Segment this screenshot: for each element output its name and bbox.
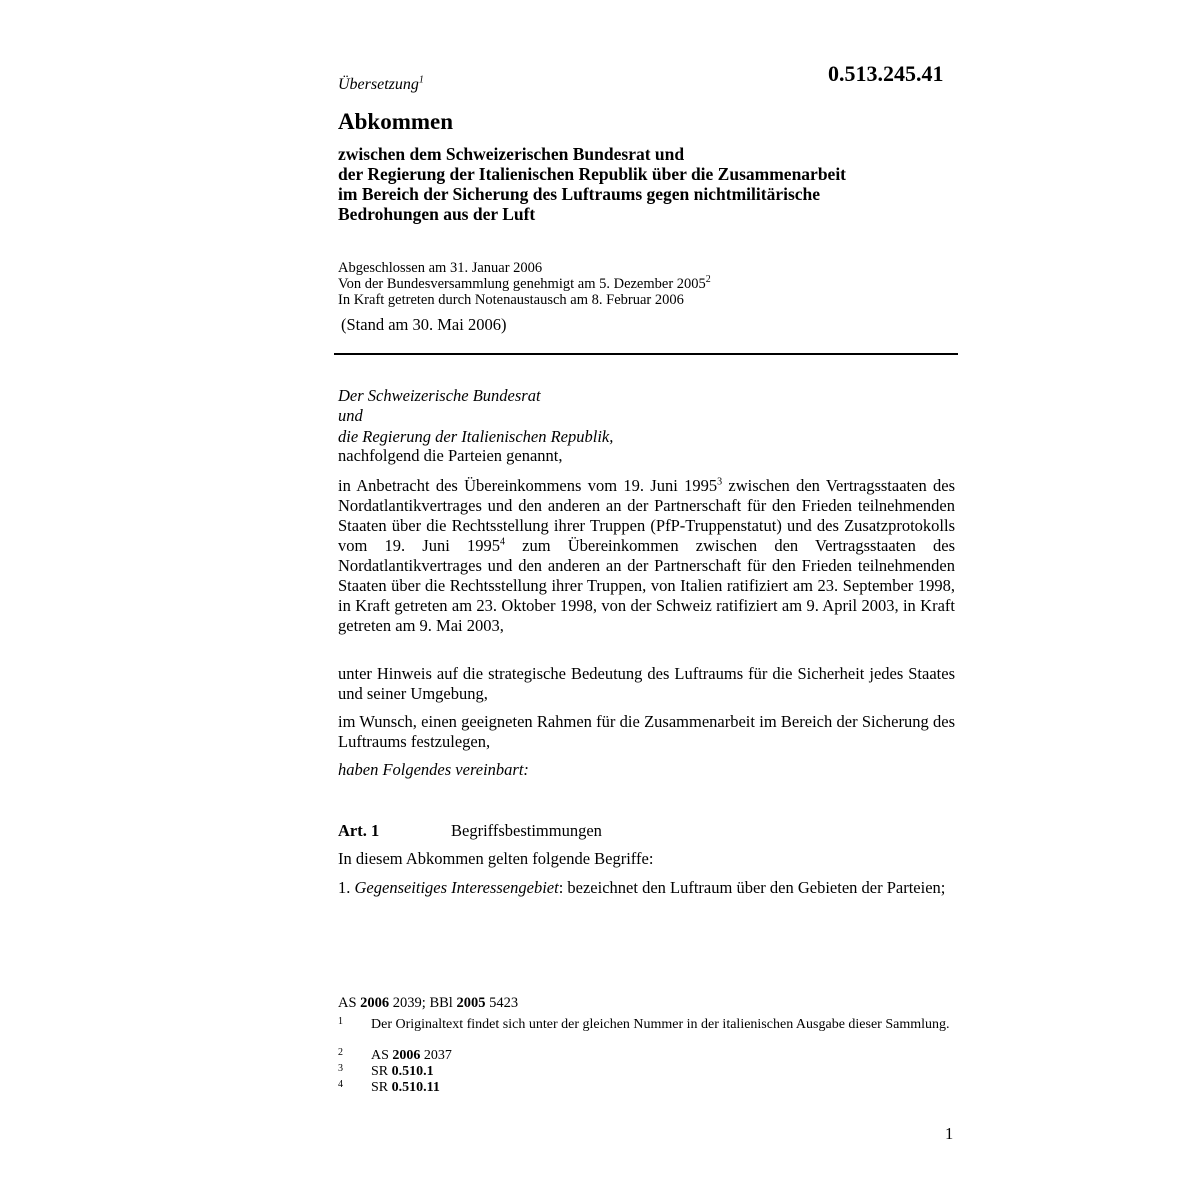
preamble-p1-part: in Anbetracht des Übereinkommens vom 19. Juni 1995 bbox=[338, 476, 718, 495]
preamble-and: und bbox=[338, 406, 363, 425]
footnote-number: 2 bbox=[338, 1047, 343, 1058]
footnote-text: Der Originaltext findet sich unter der gleichen Nummer in der italienischen Ausgabe dieser Sammlung. bbox=[371, 1017, 950, 1032]
article-heading: Begriffsbestimmungen bbox=[451, 821, 602, 840]
fn-prefix: SR bbox=[371, 1080, 392, 1095]
footnote-number: 1 bbox=[338, 1016, 343, 1027]
preamble-paragraph-1 bbox=[338, 476, 955, 636]
article-item-number: 1. bbox=[338, 878, 351, 897]
article-item-1 bbox=[338, 878, 955, 898]
article-intro: In diesem Abkommen gelten folgende Begriffe: bbox=[338, 849, 654, 868]
fn-suffix: 2037 bbox=[420, 1048, 452, 1063]
page-number: 1 bbox=[945, 1124, 954, 1143]
preamble-paragraph-3: im Wunsch, einen geeigneten Rahmen für die Zusammenarbeit im Bereich der Sicherung des Luftraums festzulegen, bbox=[338, 712, 955, 751]
fn-source-part: AS bbox=[338, 995, 361, 1011]
meta-in-force: In Kraft getreten durch Notenaustausch am 8. Februar 2006 bbox=[338, 292, 684, 308]
subtitle-line: im Bereich der Sicherung des Luftraums gegen nichtmilitärische bbox=[338, 184, 821, 204]
article-number: Art. 1 bbox=[338, 821, 380, 840]
footnote-ref-3[interactable]: 3 bbox=[717, 476, 723, 488]
preamble-agreed: haben Folgendes vereinbart: bbox=[338, 760, 529, 779]
document-subtitle bbox=[338, 144, 846, 224]
footnote-text bbox=[371, 1064, 955, 1079]
fn-prefix: AS bbox=[371, 1048, 393, 1063]
article-item-term: Gegenseitiges Interessengebiet bbox=[354, 878, 559, 897]
subtitle-line: der Regierung der Italienischen Republik über die Zusammenarbeit bbox=[338, 164, 847, 184]
footnote-ref-2[interactable]: 2 bbox=[705, 274, 711, 286]
subtitle-line: zwischen dem Schweizerischen Bundesrat und bbox=[338, 144, 685, 164]
preamble-p1-part: zum Übereinkommen zwischen den Vertragsstaaten des Nordatlantikvertrages und den anderen an der Partnerschaft für den Frieden teilnehmenden Staaten über die Rechtsstellung ihrer Truppen, von Italien ratifiziert am 23. September 1998, in Kraft getreten am 23. Oktober 1998, von der Schweiz ratifiziert am 9. April 2003, in Kraft getreten am 9. Mai 2003, bbox=[338, 536, 955, 635]
footnote-number: 3 bbox=[338, 1063, 343, 1074]
fn-bold: 0.510.1 bbox=[391, 1064, 434, 1079]
footnote-source bbox=[338, 995, 518, 1012]
preamble-named: nachfolgend die Parteien genannt, bbox=[338, 446, 563, 465]
preamble-party2: die Regierung der Italienischen Republik, bbox=[338, 427, 614, 446]
meta-approved bbox=[338, 276, 711, 292]
meta-status: (Stand am 30. Mai 2006) bbox=[341, 315, 507, 334]
fn-source-year: 2006 bbox=[360, 995, 390, 1011]
fn-source-year: 2005 bbox=[456, 995, 486, 1011]
header-rule bbox=[334, 353, 958, 355]
meta-concluded: Abgeschlossen am 31. Januar 2006 bbox=[338, 260, 543, 276]
footnote-ref-1[interactable]: 1 bbox=[418, 74, 424, 86]
subtitle-line: Bedrohungen aus der Luft bbox=[338, 204, 536, 224]
translation-label-text: Übersetzung bbox=[338, 76, 419, 93]
fn-source-part: 2039; BBl bbox=[389, 995, 457, 1011]
footnote-ref-4[interactable]: 4 bbox=[499, 536, 505, 548]
translation-label bbox=[338, 76, 424, 94]
fn-bold: 0.510.11 bbox=[391, 1080, 440, 1095]
document-title: Abkommen bbox=[338, 109, 454, 134]
preamble-paragraph-2: unter Hinweis auf die strategische Bedeutung des Luftraums für die Sicherheit jedes Staates und seiner Umgebung, bbox=[338, 664, 955, 703]
preamble-p1-part: zwischen den Vertragsstaaten des Nordatlantikvertrages und den anderen an der Partnerschaft für den Frieden teilnehmenden Staaten über die Rechtsstellung ihrer Truppen (PfP-Truppenstatut) und des Zusatzprotokolls vom 19. Juni 1995 bbox=[338, 476, 955, 555]
footnote-number: 4 bbox=[338, 1079, 343, 1090]
fn-prefix: SR bbox=[371, 1064, 392, 1079]
meta-approved-text: Von der Bundesversammlung genehmigt am 5. Dezember 2005 bbox=[338, 276, 706, 292]
footnote-text bbox=[371, 1048, 955, 1063]
footnote-text bbox=[371, 1080, 955, 1095]
preamble-party1: Der Schweizerische Bundesrat bbox=[338, 386, 541, 405]
fn-bold: 2006 bbox=[392, 1048, 421, 1063]
fn-source-part: 5423 bbox=[485, 995, 519, 1011]
article-item-text: : bezeichnet den Luftraum über den Gebieten der Parteien; bbox=[558, 878, 946, 897]
sr-number: 0.513.245.41 bbox=[828, 61, 944, 86]
